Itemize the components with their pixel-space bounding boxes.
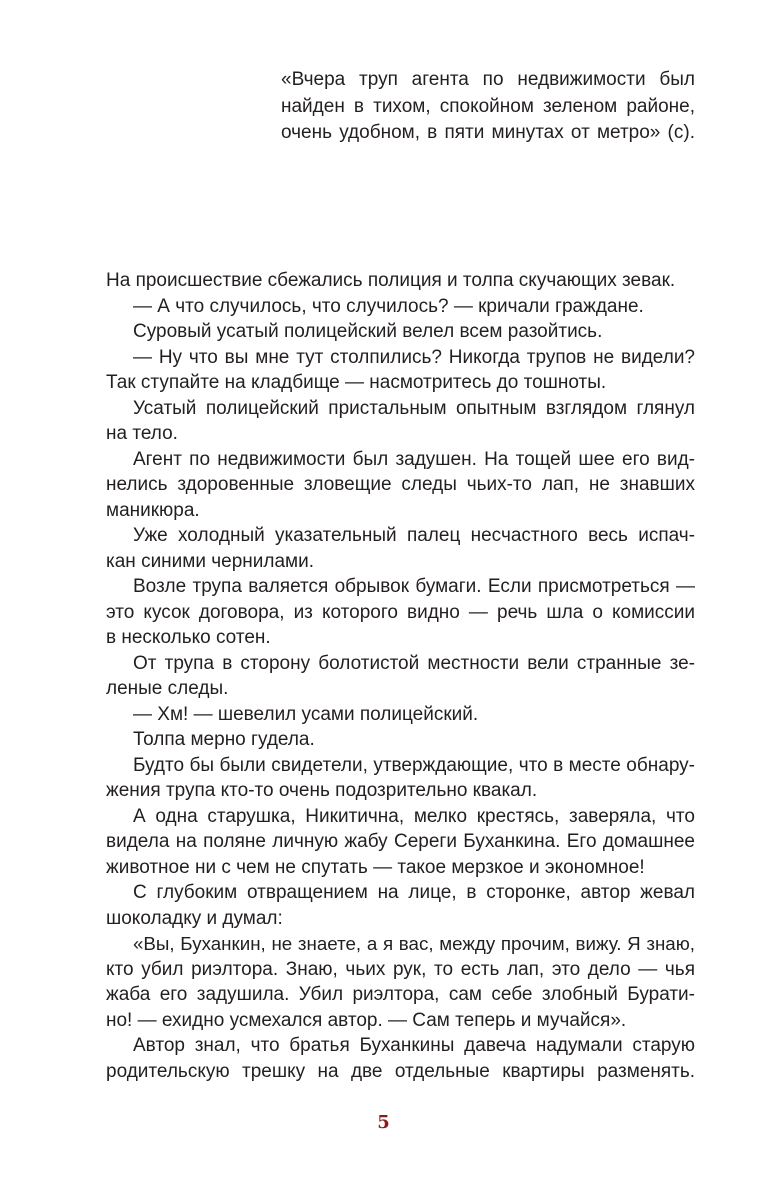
text-line: леные следы. [106,678,229,699]
text-line: — Ну что вы мне тут столпились? Никогда трупов не видели? [133,346,695,368]
text-line: От трупа в сторону болотистой местности вели странные зе- [133,652,695,674]
text-line: животное ни с чем не спутать — такое мерзкое и экономное! [106,856,645,878]
text-line: на тело. [106,423,178,444]
text-line: это кусок договора, из которого видно — речь шла о комиссии [106,601,695,623]
epigraph-line: очень удобном, в пяти минутах от метро» (с). [281,122,695,143]
text-line: в несколько сотен. [106,627,271,648]
text-line: «Вы, Буханкин, не знаете, а я вас, между прочим, вижу. Я знаю, [133,933,695,954]
text-line: Так ступайте на кладбище — насмотритесь до тошноты. [106,372,607,393]
text-line: Толпа мерно гудела. [133,729,315,750]
text-line: маникюра. [106,499,200,521]
text-line: Будто бы были свидетели, утверждающие, что в месте обнару- [133,754,695,776]
page-number: 5 [377,1112,390,1133]
text-line: С глубоким отвращением на лице, в сторонке, автор жевал [133,882,695,903]
epigraph [281,67,695,147]
text-line: Уже холодный указательный палец несчастного весь испач- [133,525,695,546]
body-text [106,268,695,1084]
text-line: — Хм! — шевелил усами полицейский. [133,703,479,725]
epigraph-line: найден в тихом, спокойном зеленом районе, [281,95,695,117]
text-line: жаба его задушила. Убил риэлтора, сам себе злобный Бурати- [106,984,695,1005]
text-line: — А что случилось, что случилось? — кричали граждане. [133,295,644,317]
text-line: А одна старушка, Никитична, мелко крестясь, заверяла, что [133,805,695,827]
text-line: шоколадку и думал: [106,907,283,929]
text-line: Автор знал, что братья Буханкины давеча надумали старую [133,1035,695,1056]
text-line: видела на поляне личную жабу Сереги Буханкина. Его домашнее [106,831,695,852]
text-line: кто убил риэлтора. Знаю, чьих рук, то есть лап, это дело — чья [106,958,695,980]
epigraph-line: «Вчера труп агента по недвижимости был [281,69,695,90]
text-line: нелись здоровенные зловещие следы чьих-то лап, не знавших [106,474,695,495]
text-line: Возле трупа валяется обрывок бумаги. Если присмотреться — [133,576,695,597]
text-line: На происшествие сбежались полиция и толпа скучающих зевак. [106,270,676,291]
text-line: родительскую трешку на две отдельные квартиры разменять. [106,1060,695,1082]
text-line: жения трупа кто-то очень подозрительно квакал. [106,780,538,801]
text-line: Суровый усатый полицейский велел всем разойтись. [133,321,603,342]
text-line: Усатый полицейский пристальным опытным взглядом глянул [133,397,695,419]
text-line: кан синими чернилами. [106,550,314,572]
text-line: но! — ехидно усмехался автор. — Сам теперь и мучайся». [106,1009,627,1031]
text-line: Агент по недвижимости был задушен. На тощей шее его вид- [133,448,695,470]
